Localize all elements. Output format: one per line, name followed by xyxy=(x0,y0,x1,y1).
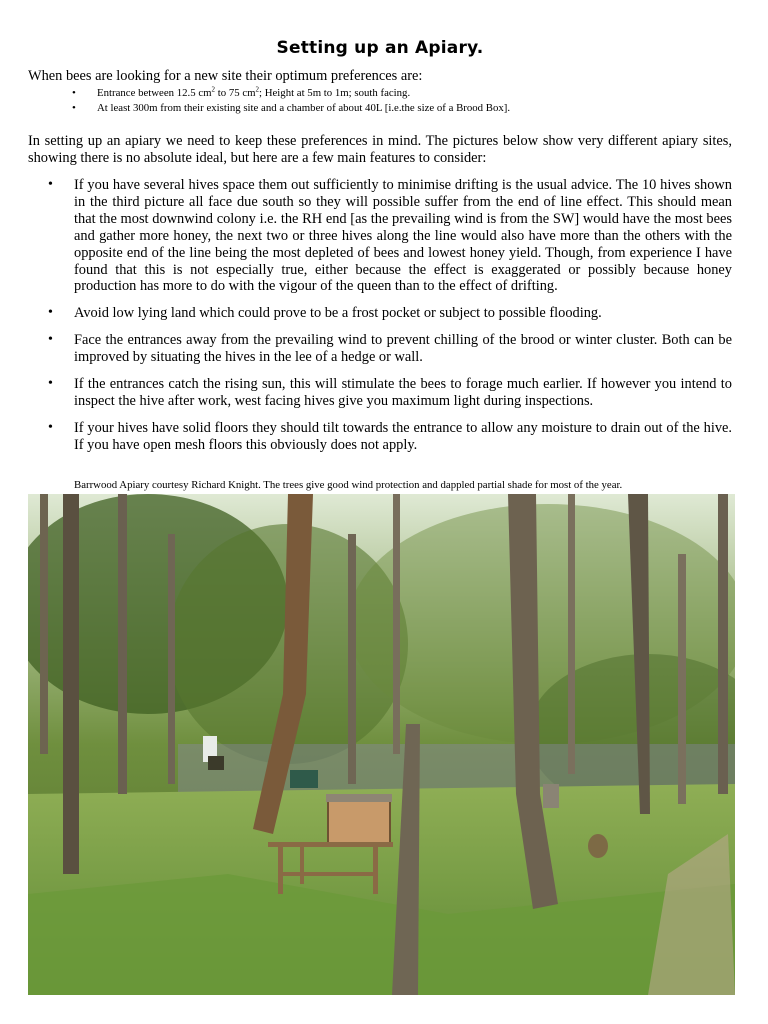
page-title: Setting up an Apiary. xyxy=(276,38,484,58)
body-paragraph: In setting up an apiary we need to keep these preferences in mind. The pictures below show very different apiary sites, showing there is no absolute ideal, but here are a few main features to consider: xyxy=(28,133,732,166)
preference-item-distance: • At least 300m from their existing site and a chamber of about 40L [i.e.the size of a Brood Box]. xyxy=(72,101,732,116)
feature-item-sun: • If the entrances catch the rising sun, this will stimulate the bees to forage much earlier. If however you intend to inspect the hive after work, west facing hives give you maximum light during inspections. xyxy=(28,376,732,410)
apiary-photo xyxy=(28,494,735,995)
features-list xyxy=(28,177,732,454)
feature-item-low-land: • Avoid low lying land which could prove to be a frost pocket or subject to possible flooding. xyxy=(28,305,732,322)
photo-caption: Barrwood Apiary courtesy Richard Knight. The trees give good wind protection and dappled partial shade for most of the year. xyxy=(74,479,623,491)
preferences-list xyxy=(28,86,732,116)
intro-text: When bees are looking for a new site their optimum preferences are: xyxy=(28,68,423,84)
document-page xyxy=(28,38,732,464)
feature-item-wind: • Face the entrances away from the prevailing wind to prevent chilling of the brood or winter cluster. Both can be improved by situating the hives in the lee of a hedge or wall. xyxy=(28,332,732,366)
preference-item-entrance: • Entrance between 12.5 $cm^2$ to 75 $cm^2$; Height at 5m to 1m; south facing. xyxy=(72,86,732,101)
feature-item-spacing: • If you have several hives space them out sufficiently to minimise drifting is the usual advice. The 10 hives shown in the third picture all face due south so they will possible suffer from the end of line effect. This should mean that the most downwind colony i.e. the RH end [as the prevailing wind is from the SW] would have the most bees and gather more honey, the next two or three hives along the line would also have more than the others with the opposite end of the line being the most depleted of bees and lowest honey yield. Though, from experience I have found that this is not especially true, either because the effect is exaggerated or possibly because honey production has more to do with the vigour of the queen than to the effect of drifting. xyxy=(28,177,732,295)
feature-item-floors: • If your hives have solid floors they should tilt towards the entrance to allow any moisture to drain out of the hive. If you have open mesh floors this obviously does not apply. xyxy=(28,420,732,454)
